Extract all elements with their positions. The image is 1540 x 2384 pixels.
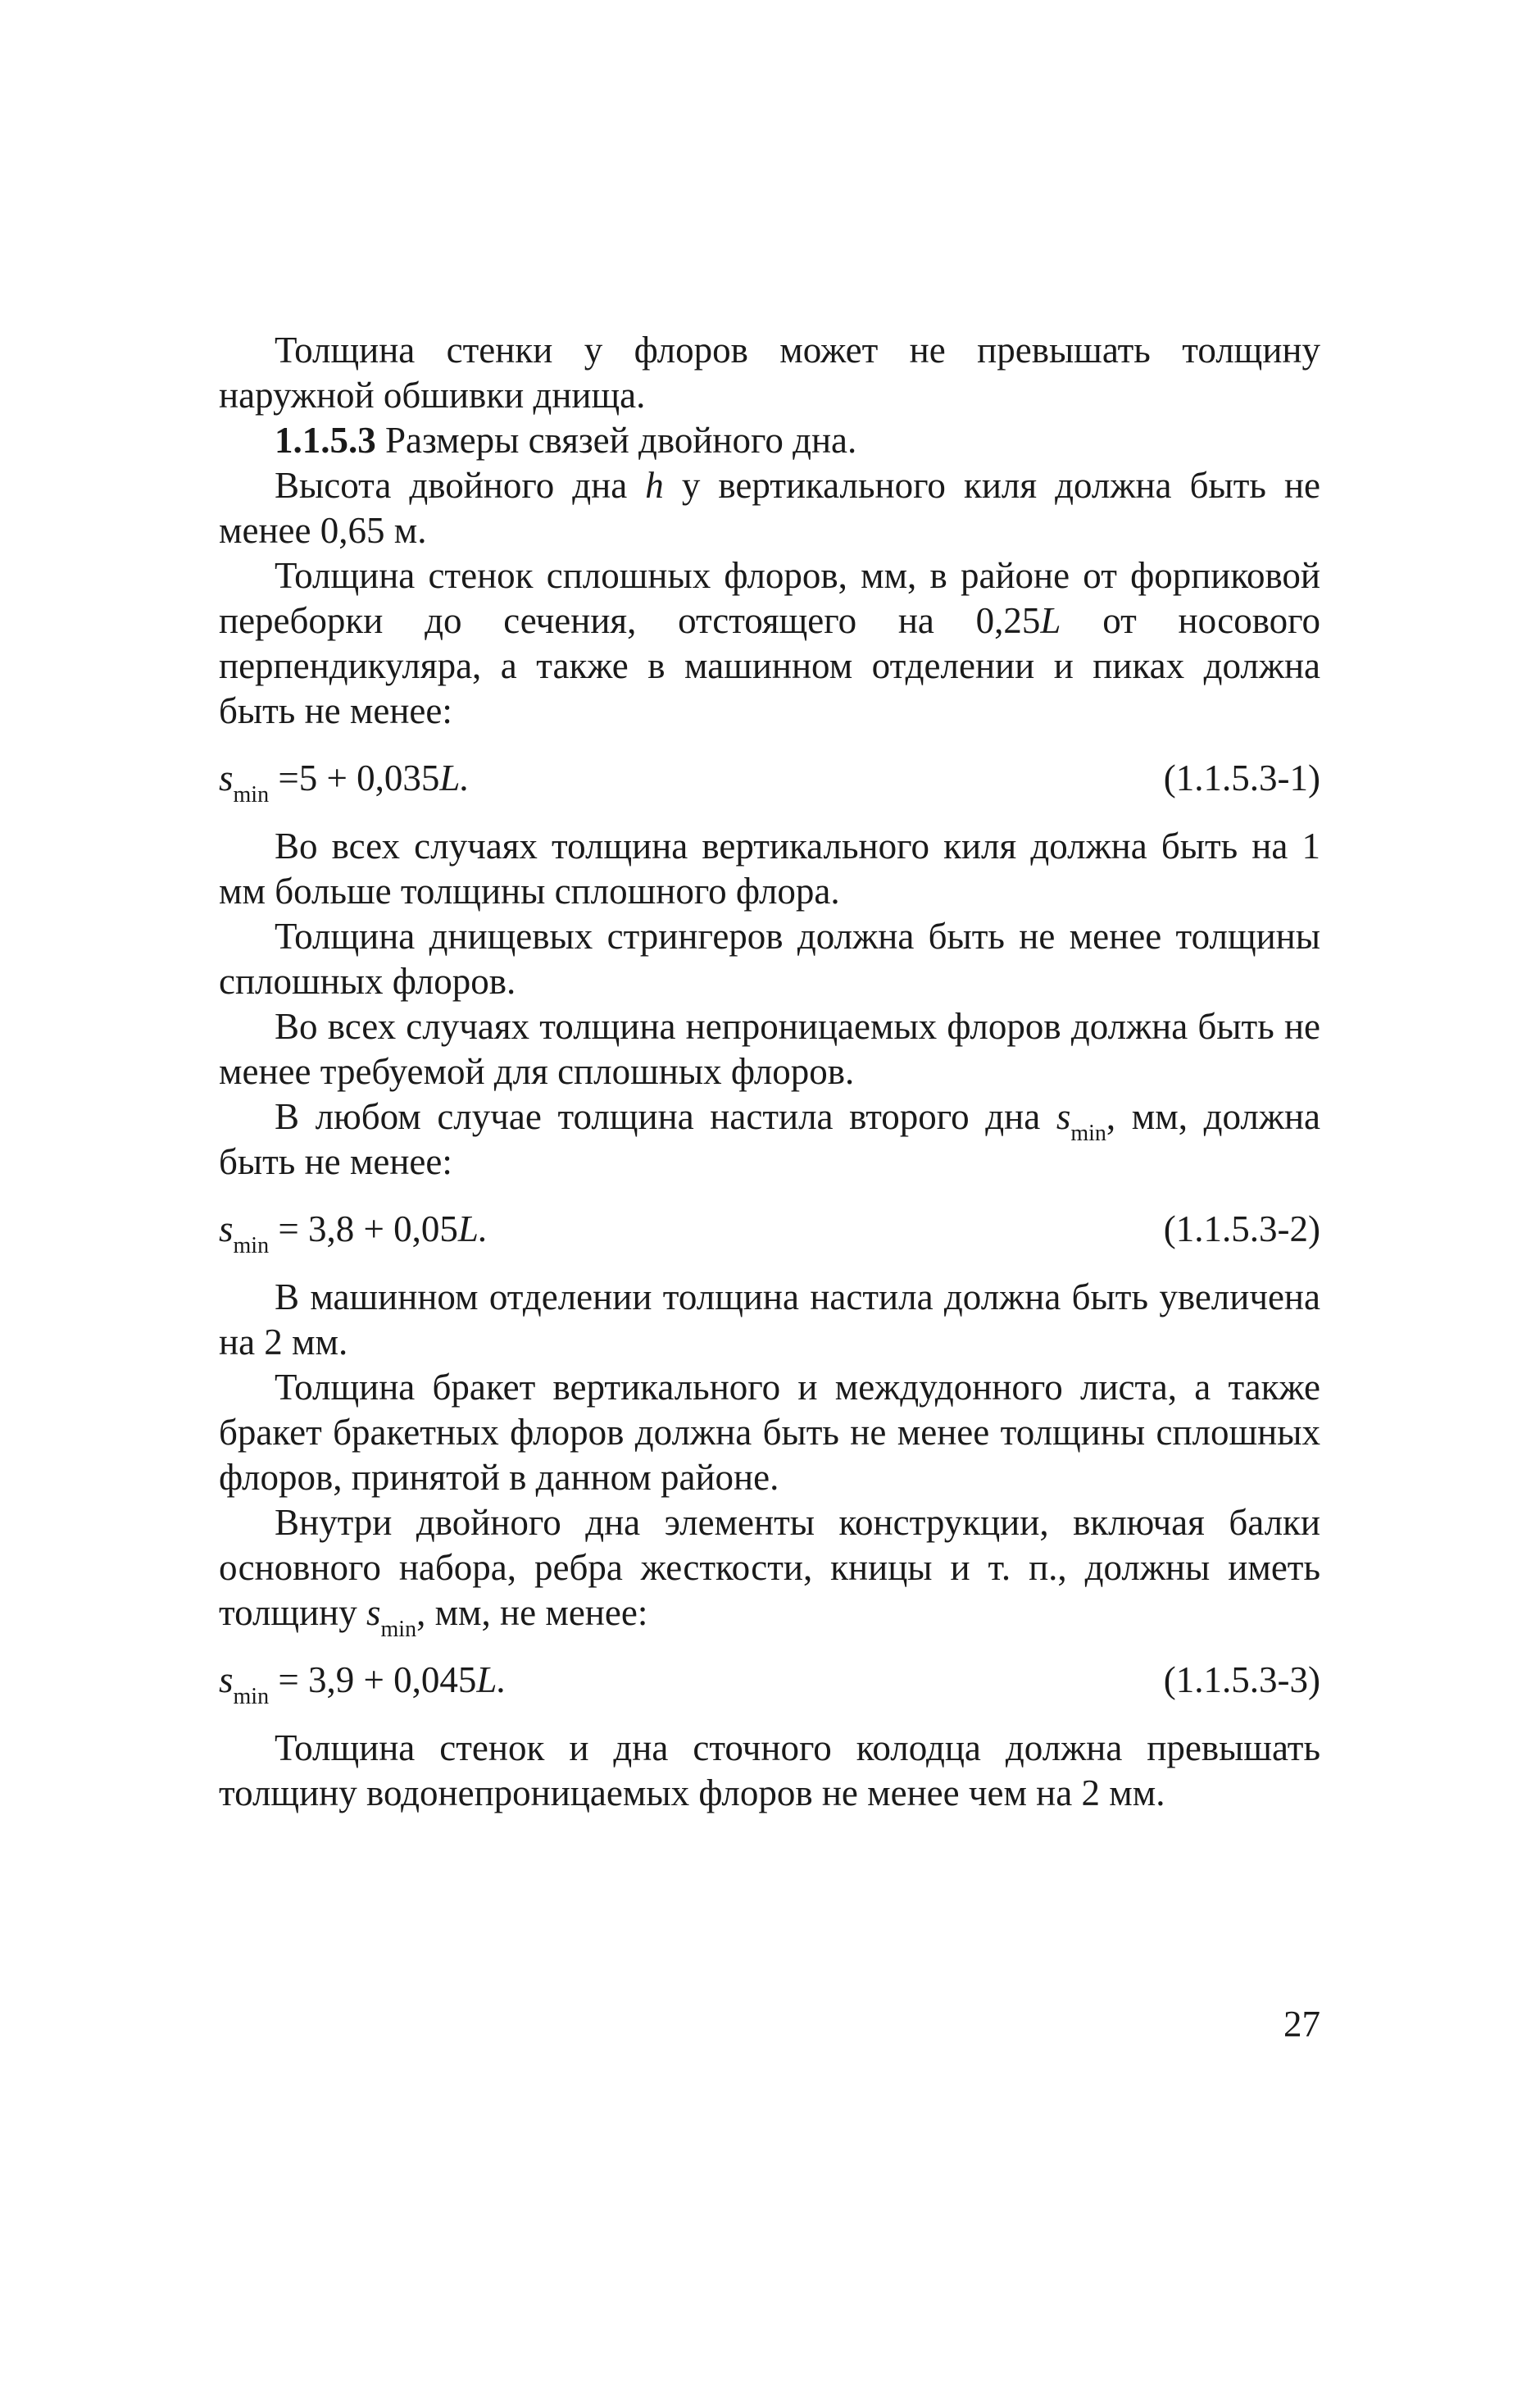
paragraph-brackets: Толщина бракет вертикального и междудонного листа, а также бракет бракетных флоров должна быть не менее толщины сплошных флоров, принятой в данном районе. (219, 1367, 1320, 1498)
section-title: Размеры связей двойного дна. (375, 420, 857, 461)
paragraph-double-bottom-height: Высота двойного дна h у вертикального киля должна быть не менее 0,65 м. (219, 465, 1321, 551)
paragraph-solid-floor-thickness: Толщина стенок сплошных флоров, мм, в районе от форпиковой переборки до сечения, отстоящего на 0,25L от носового перпендикуляра, а также в машинном отделении и пиках должна быть не менее: (219, 555, 1320, 731)
formula-label: (1.1.5.3-2) (1163, 1208, 1320, 1249)
section-heading (219, 418, 1320, 463)
section-number: 1.1.5.3 (275, 420, 376, 461)
formula-3 (219, 1658, 1320, 1709)
paragraph-drain-well: Толщина стенок и дна сточного колодца должна превышать толщину водонепроницаемых флоров не менее чем на 2 мм. (219, 1727, 1320, 1813)
formula-label: (1.1.5.3-1) (1163, 758, 1320, 798)
page-body (219, 328, 1320, 1816)
paragraph-engine-room-plating: В машинном отделении толщина настила должна быть увеличена на 2 мм. (219, 1276, 1320, 1363)
formula-1 (219, 756, 1320, 808)
paragraph-vertical-keel: Во всех случаях толщина вертикального киля должна быть на 1 мм больше толщины сплошного флора. (219, 826, 1320, 912)
page-number: 27 (1283, 2004, 1320, 2045)
paragraph-watertight-floors: Во всех случаях толщина непроницаемых флоров должна быть не менее требуемой для сплошных флоров. (219, 1006, 1320, 1092)
formula-expression: $s_{min} = 3,9 + 0,045L$. (219, 1659, 507, 1709)
paragraph-inner-bottom-plating: В любом случае толщина настила второго дна $s_{min}$, мм, должна быть не менее: (219, 1096, 1320, 1182)
formula-expression: $s_{min} = 3,8 + 0,05L$. (219, 1208, 488, 1258)
paragraph-bottom-stringers: Толщина днищевых стрингеров должна быть не менее толщины сплошных флоров. (219, 916, 1320, 1002)
formula-2 (219, 1207, 1320, 1258)
formula-label: (1.1.5.3-3) (1163, 1659, 1320, 1700)
formula-expression: $s_{min} =5 + 0,035L$. (219, 758, 470, 808)
paragraph-internal-members: Внутри двойного дна элементы конструкции, включая балки основного набора, ребра жесткости, кницы и т. п., должны иметь толщину $s_{min}$, мм, не менее: (219, 1502, 1320, 1642)
paragraph-floor-web-thickness: Толщина стенки у флоров может не превышать толщину наружной обшивки днища. (219, 330, 1320, 416)
